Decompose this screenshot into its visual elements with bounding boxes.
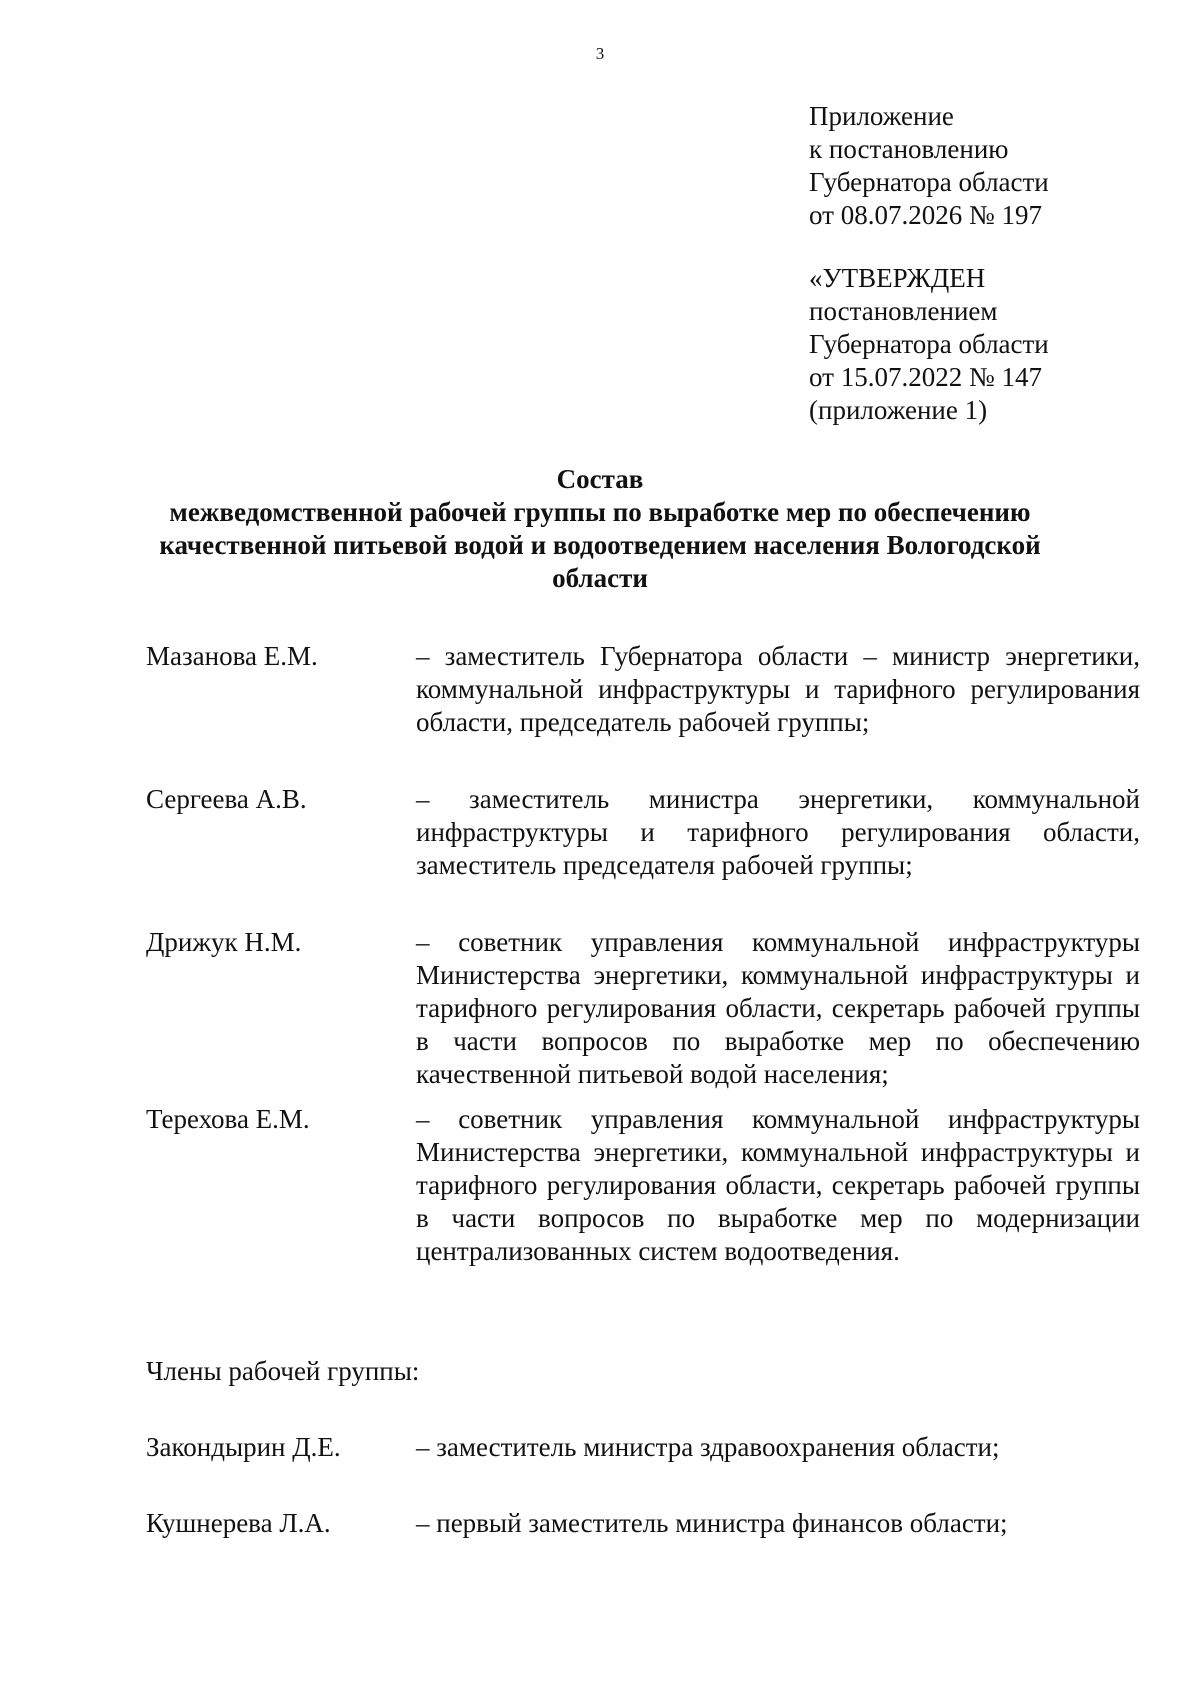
heading-line: качественной питьевой водой и водоотведением населения Вологодской xyxy=(159,530,1041,560)
members-section-label: Члены рабочей группы: xyxy=(146,1356,420,1386)
member-name: Закондырин Д.Е. xyxy=(146,1432,341,1462)
member-name: Терехова Е.М. xyxy=(146,1104,310,1134)
leadership-list xyxy=(146,640,1140,1268)
page-number: 3 xyxy=(595,44,605,63)
member-role: – советник управления коммунальной инфраструктуры Министерства энергетики, коммунальной инфраструктуры и тарифного регулирования области, секретарь рабочей группы в части вопросов по выработке мер по обеспечению качественной питьевой водой населения; xyxy=(416,927,1140,1089)
heading-line: области xyxy=(552,563,648,593)
list-item xyxy=(146,1103,1140,1268)
document-heading xyxy=(150,463,1050,595)
heading-line: межведомственной рабочей группы по выработке мер по обеспечению xyxy=(169,497,1031,527)
member-name: Кушнерева Л.А. xyxy=(146,1508,331,1538)
list-item xyxy=(146,640,1140,739)
appendix-line: к постановлению xyxy=(809,134,1009,164)
list-item xyxy=(146,1431,1140,1464)
member-name: Дрижук Н.М. xyxy=(146,927,302,957)
member-role: – заместитель министра энергетики, коммунальной инфраструктуры и тарифного регулирования области, заместитель председателя рабочей группы; xyxy=(416,784,1140,880)
approval-line: постановлением xyxy=(809,296,998,326)
approval-line: (приложение 1) xyxy=(809,395,988,425)
member-role: – заместитель Губернатора области – министр энергетики, коммунальной инфраструктуры и тарифного регулирования области, председатель рабочей группы; xyxy=(416,641,1140,737)
member-role: – заместитель министра здравоохранения области; xyxy=(416,1432,1000,1462)
appendix-line: Приложение xyxy=(809,101,954,131)
approval-stamp-text xyxy=(809,262,1049,427)
member-role: – советник управления коммунальной инфраструктуры Министерства энергетики, коммунальной инфраструктуры и тарифного регулирования области, секретарь рабочей группы в части вопросов по выработке мер по модернизации централизованных систем водоотведения. xyxy=(416,1104,1140,1266)
member-name: Мазанова Е.М. xyxy=(146,641,318,671)
appendix-line: Губернатора области xyxy=(809,167,1049,197)
appendix-line: от 08.07.2026 № 197 xyxy=(809,200,1042,230)
approval-line: Губернатора области xyxy=(809,329,1049,359)
approval-line: от 15.07.2022 № 147 xyxy=(809,362,1042,392)
list-item xyxy=(146,926,1140,1091)
heading-title: Состав xyxy=(556,464,644,494)
member-role: – первый заместитель министра финансов области; xyxy=(416,1508,1008,1538)
list-item xyxy=(146,783,1140,882)
list-item xyxy=(146,1507,1140,1540)
approval-line: «УТВЕРЖДЕН xyxy=(809,263,986,293)
members-list xyxy=(146,1431,1140,1583)
member-name: Сергеева А.В. xyxy=(146,784,307,814)
appendix-reference xyxy=(809,100,1049,232)
